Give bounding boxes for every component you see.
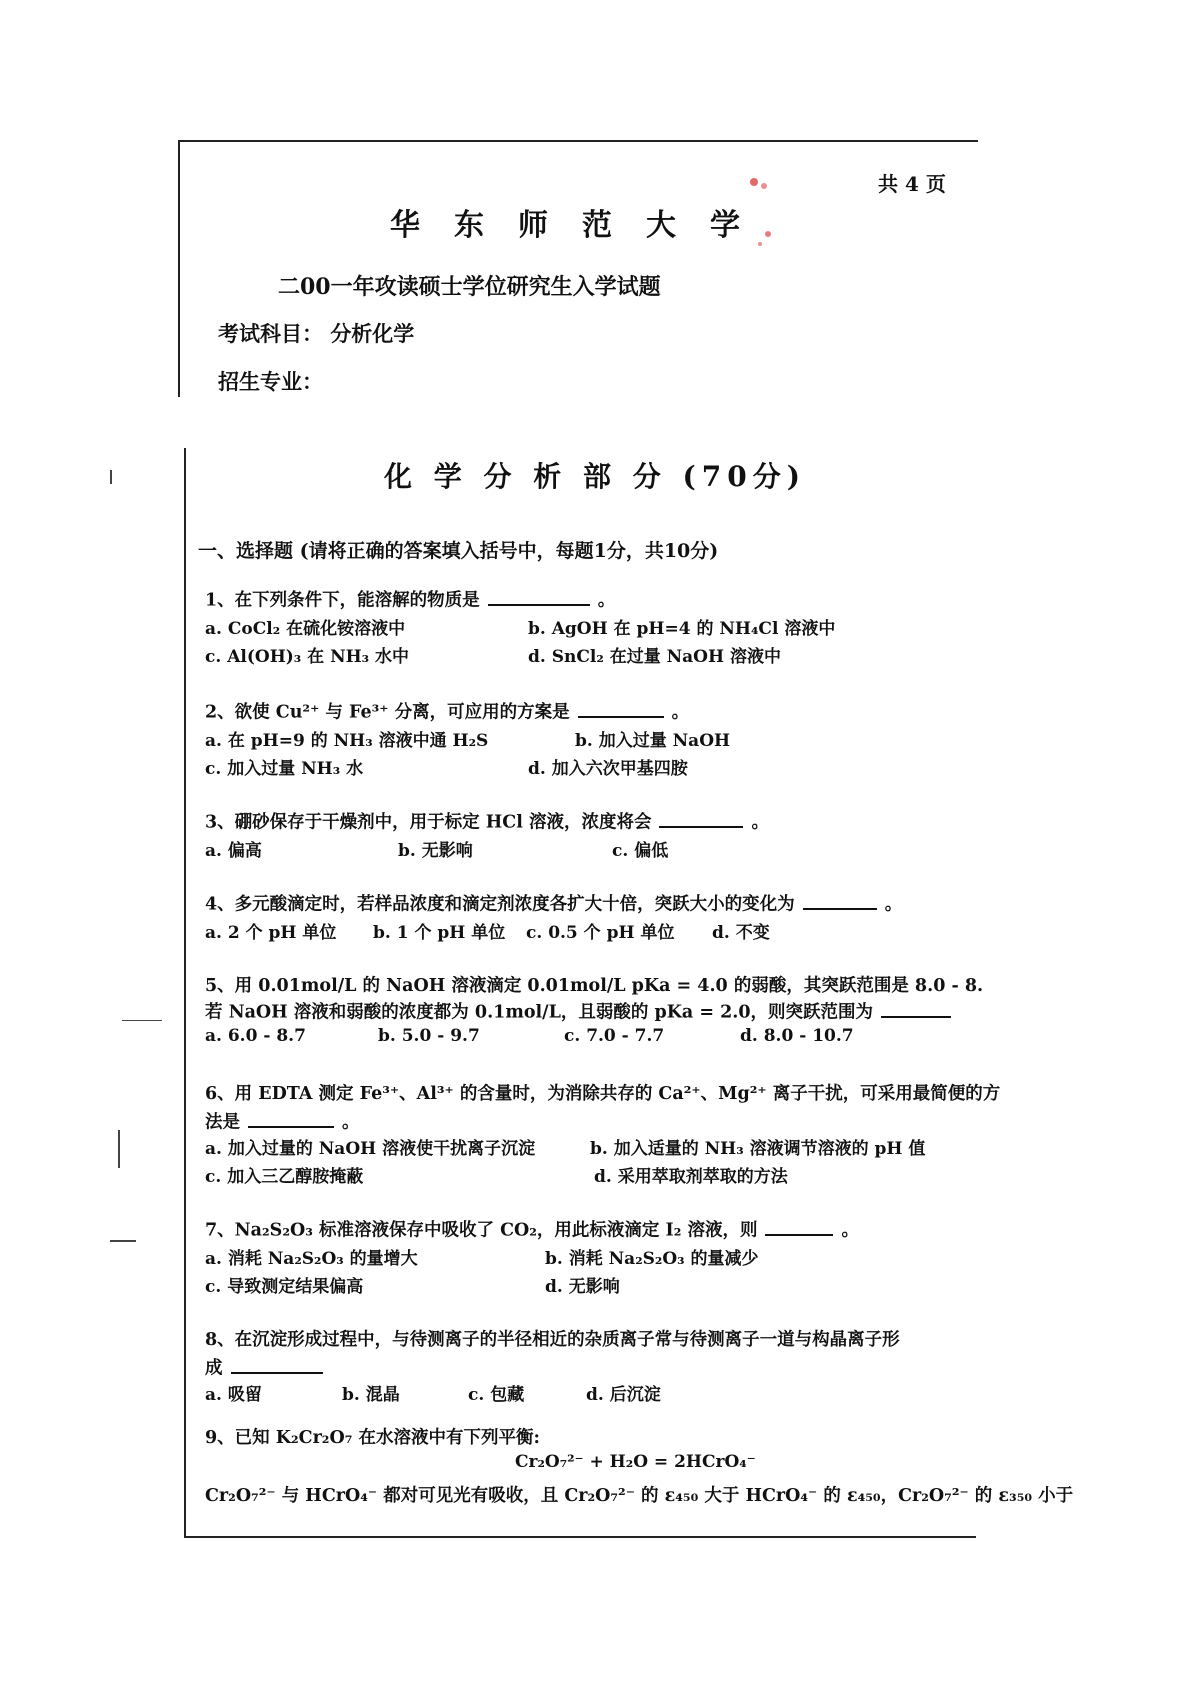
question-2-option-b: b. 加入过量 NaOH bbox=[575, 731, 731, 751]
scan-mark bbox=[110, 1240, 136, 1242]
question-1-stem bbox=[205, 586, 615, 612]
question-6-option-a: a. 加入过量的 NaOH 溶液使干扰离子沉淀 bbox=[205, 1139, 536, 1159]
question-9-equation: Cr₂O₇²⁻ + H₂O = 2HCrO₄⁻ bbox=[515, 1452, 756, 1472]
question-1-option-d: d. SnCl₂ 在过量 NaOH 溶液中 bbox=[528, 647, 781, 667]
question-7-option-c: c. 导致测定结果偏高 bbox=[205, 1277, 364, 1297]
question-2-stem bbox=[205, 698, 689, 724]
question-4-tail: 。 bbox=[884, 894, 903, 915]
question-2-text: 2、欲使 Cu²⁺ 与 Fe³⁺ 分离，可应用的方案是 bbox=[205, 702, 570, 723]
question-1-tail: 。 bbox=[597, 590, 616, 611]
answer-blank bbox=[488, 586, 590, 606]
question-4-option-d: d. 不变 bbox=[712, 923, 770, 943]
question-4-option-b: b. 1 个 pH 单位 bbox=[373, 923, 506, 943]
major-label: 招生专业： bbox=[218, 369, 323, 394]
question-2-tail: 。 bbox=[671, 702, 690, 723]
section-title: 化 学 分 析 部 分 (70分) bbox=[384, 460, 806, 493]
question-4-stem bbox=[205, 890, 902, 916]
question-5-option-c: c. 7.0 - 7.7 bbox=[564, 1026, 665, 1046]
question-8-option-a: a. 吸留 bbox=[205, 1385, 262, 1405]
subject-line bbox=[218, 318, 414, 348]
question-6-tail: 。 bbox=[342, 1112, 360, 1133]
question-7-tail: 。 bbox=[841, 1220, 859, 1241]
question-3-stem bbox=[205, 808, 769, 834]
question-3-option-a: a. 偏高 bbox=[205, 841, 262, 861]
question-1-text: 1、在下列条件下，能溶解的物质是 bbox=[205, 590, 480, 611]
question-8-stem: 8、在沉淀形成过程中，与待测离子的半径相近的杂质离子常与待测离子一道与构晶离子形 bbox=[205, 1330, 900, 1350]
question-4-text: 4、多元酸滴定时，若样品浓度和滴定剂浓度各扩大十倍，突跃大小的变化为 bbox=[205, 894, 795, 915]
subject-label: 考试科目： bbox=[218, 321, 323, 346]
question-1-option-b: b. AgOH 在 pH=4 的 NH₄Cl 溶液中 bbox=[528, 619, 836, 639]
question-6-option-d: d. 采用萃取剂萃取的方法 bbox=[594, 1167, 788, 1187]
answer-blank bbox=[231, 1354, 323, 1374]
question-3-option-c: c. 偏低 bbox=[612, 841, 669, 861]
answer-blank bbox=[248, 1108, 334, 1128]
part-heading: 一、选择题 (请将正确的答案填入括号中，每题1分，共10分) bbox=[198, 540, 719, 562]
question-5-stem: 5、用 0.01mol/L 的 NaOH 溶液滴定 0.01mol/L pKa = 4.0 的弱酸，其突跃范围是 8.0 - 8. bbox=[205, 976, 984, 996]
question-8-text-2: 成 bbox=[205, 1358, 223, 1379]
answer-blank bbox=[765, 1216, 833, 1236]
question-4-option-a: a. 2 个 pH 单位 bbox=[205, 923, 337, 943]
question-5-text-2: 若 NaOH 溶液和弱酸的浓度都为 0.1mol/L，且弱酸的 pKa = 2.0，则突跃范围为 bbox=[205, 1002, 874, 1023]
question-5-line-2 bbox=[205, 998, 959, 1024]
scan-mark bbox=[118, 1130, 120, 1168]
question-6-option-b: b. 加入适量的 NH₃ 溶液调节溶液的 pH 值 bbox=[590, 1139, 926, 1159]
scan-mark bbox=[110, 470, 112, 484]
question-7-option-d: d. 无影响 bbox=[545, 1277, 620, 1297]
question-7-stem bbox=[205, 1216, 859, 1242]
question-3-option-b: b. 无影响 bbox=[398, 841, 473, 861]
question-9-stem: 9、已知 K₂Cr₂O₇ 在水溶液中有下列平衡: bbox=[205, 1428, 540, 1448]
exam-title: 二00一年攻读硕士学位研究生入学试题 bbox=[278, 274, 661, 300]
question-3-text: 3、硼砂保存于干燥剂中，用于标定 HCl 溶液，浓度将会 bbox=[205, 812, 652, 833]
answer-blank bbox=[803, 890, 877, 910]
question-9-line-3: Cr₂O₇²⁻ 与 HCrO₄⁻ 都对可见光有吸收，且 Cr₂O₇²⁻ 的 ε₄₅₀ 大于 HCrO₄⁻ 的 ε₄₅₀，Cr₂O₇²⁻ 的 ε₃₅₀ 小于 bbox=[205, 1486, 1074, 1506]
question-6-line-2 bbox=[205, 1108, 360, 1134]
question-5-option-b: b. 5.0 - 9.7 bbox=[378, 1026, 480, 1046]
question-2-option-c: c. 加入过量 NH₃ 水 bbox=[205, 759, 364, 779]
question-4-option-c: c. 0.5 个 pH 单位 bbox=[526, 923, 675, 943]
total-pages: 共 4 页 bbox=[878, 172, 946, 196]
question-7-option-b: b. 消耗 Na₂S₂O₃ 的量减少 bbox=[545, 1249, 759, 1269]
major-line bbox=[218, 366, 323, 396]
question-5-option-a: a. 6.0 - 8.7 bbox=[205, 1026, 306, 1046]
question-1-option-a: a. CoCl₂ 在硫化铵溶液中 bbox=[205, 619, 406, 639]
question-2-option-d: d. 加入六次甲基四胺 bbox=[528, 759, 688, 779]
question-7-option-a: a. 消耗 Na₂S₂O₃ 的量增大 bbox=[205, 1249, 418, 1269]
question-6-text-2: 法是 bbox=[205, 1112, 240, 1133]
question-8-option-b: b. 混晶 bbox=[342, 1385, 400, 1405]
header-frame bbox=[178, 140, 978, 397]
question-3-tail: 。 bbox=[751, 812, 769, 833]
answer-blank bbox=[578, 698, 664, 718]
question-7-text: 7、Na₂S₂O₃ 标准溶液保存中吸收了 CO₂，用此标液滴定 I₂ 溶液，则 bbox=[205, 1220, 758, 1241]
question-8-line-2 bbox=[205, 1354, 331, 1380]
question-5-option-d: d. 8.0 - 10.7 bbox=[740, 1026, 854, 1046]
question-1-option-c: c. Al(OH)₃ 在 NH₃ 水中 bbox=[205, 647, 410, 667]
scan-mark bbox=[122, 1020, 162, 1021]
university-name: 华东师范大学 bbox=[390, 208, 774, 243]
question-8-option-d: d. 后沉淀 bbox=[586, 1385, 661, 1405]
subject-value: 分析化学 bbox=[330, 321, 415, 346]
answer-blank bbox=[881, 998, 951, 1018]
question-6-stem: 6、用 EDTA 测定 Fe³⁺、Al³⁺ 的含量时，为消除共存的 Ca²⁺、Mg²⁺ 离子干扰，可采用最简便的方 bbox=[205, 1084, 1001, 1104]
question-2-option-a: a. 在 pH=9 的 NH₃ 溶液中通 H₂S bbox=[205, 731, 489, 751]
question-6-option-c: c. 加入三乙醇胺掩蔽 bbox=[205, 1167, 364, 1187]
answer-blank bbox=[659, 808, 743, 828]
question-8-option-c: c. 包藏 bbox=[468, 1385, 525, 1405]
